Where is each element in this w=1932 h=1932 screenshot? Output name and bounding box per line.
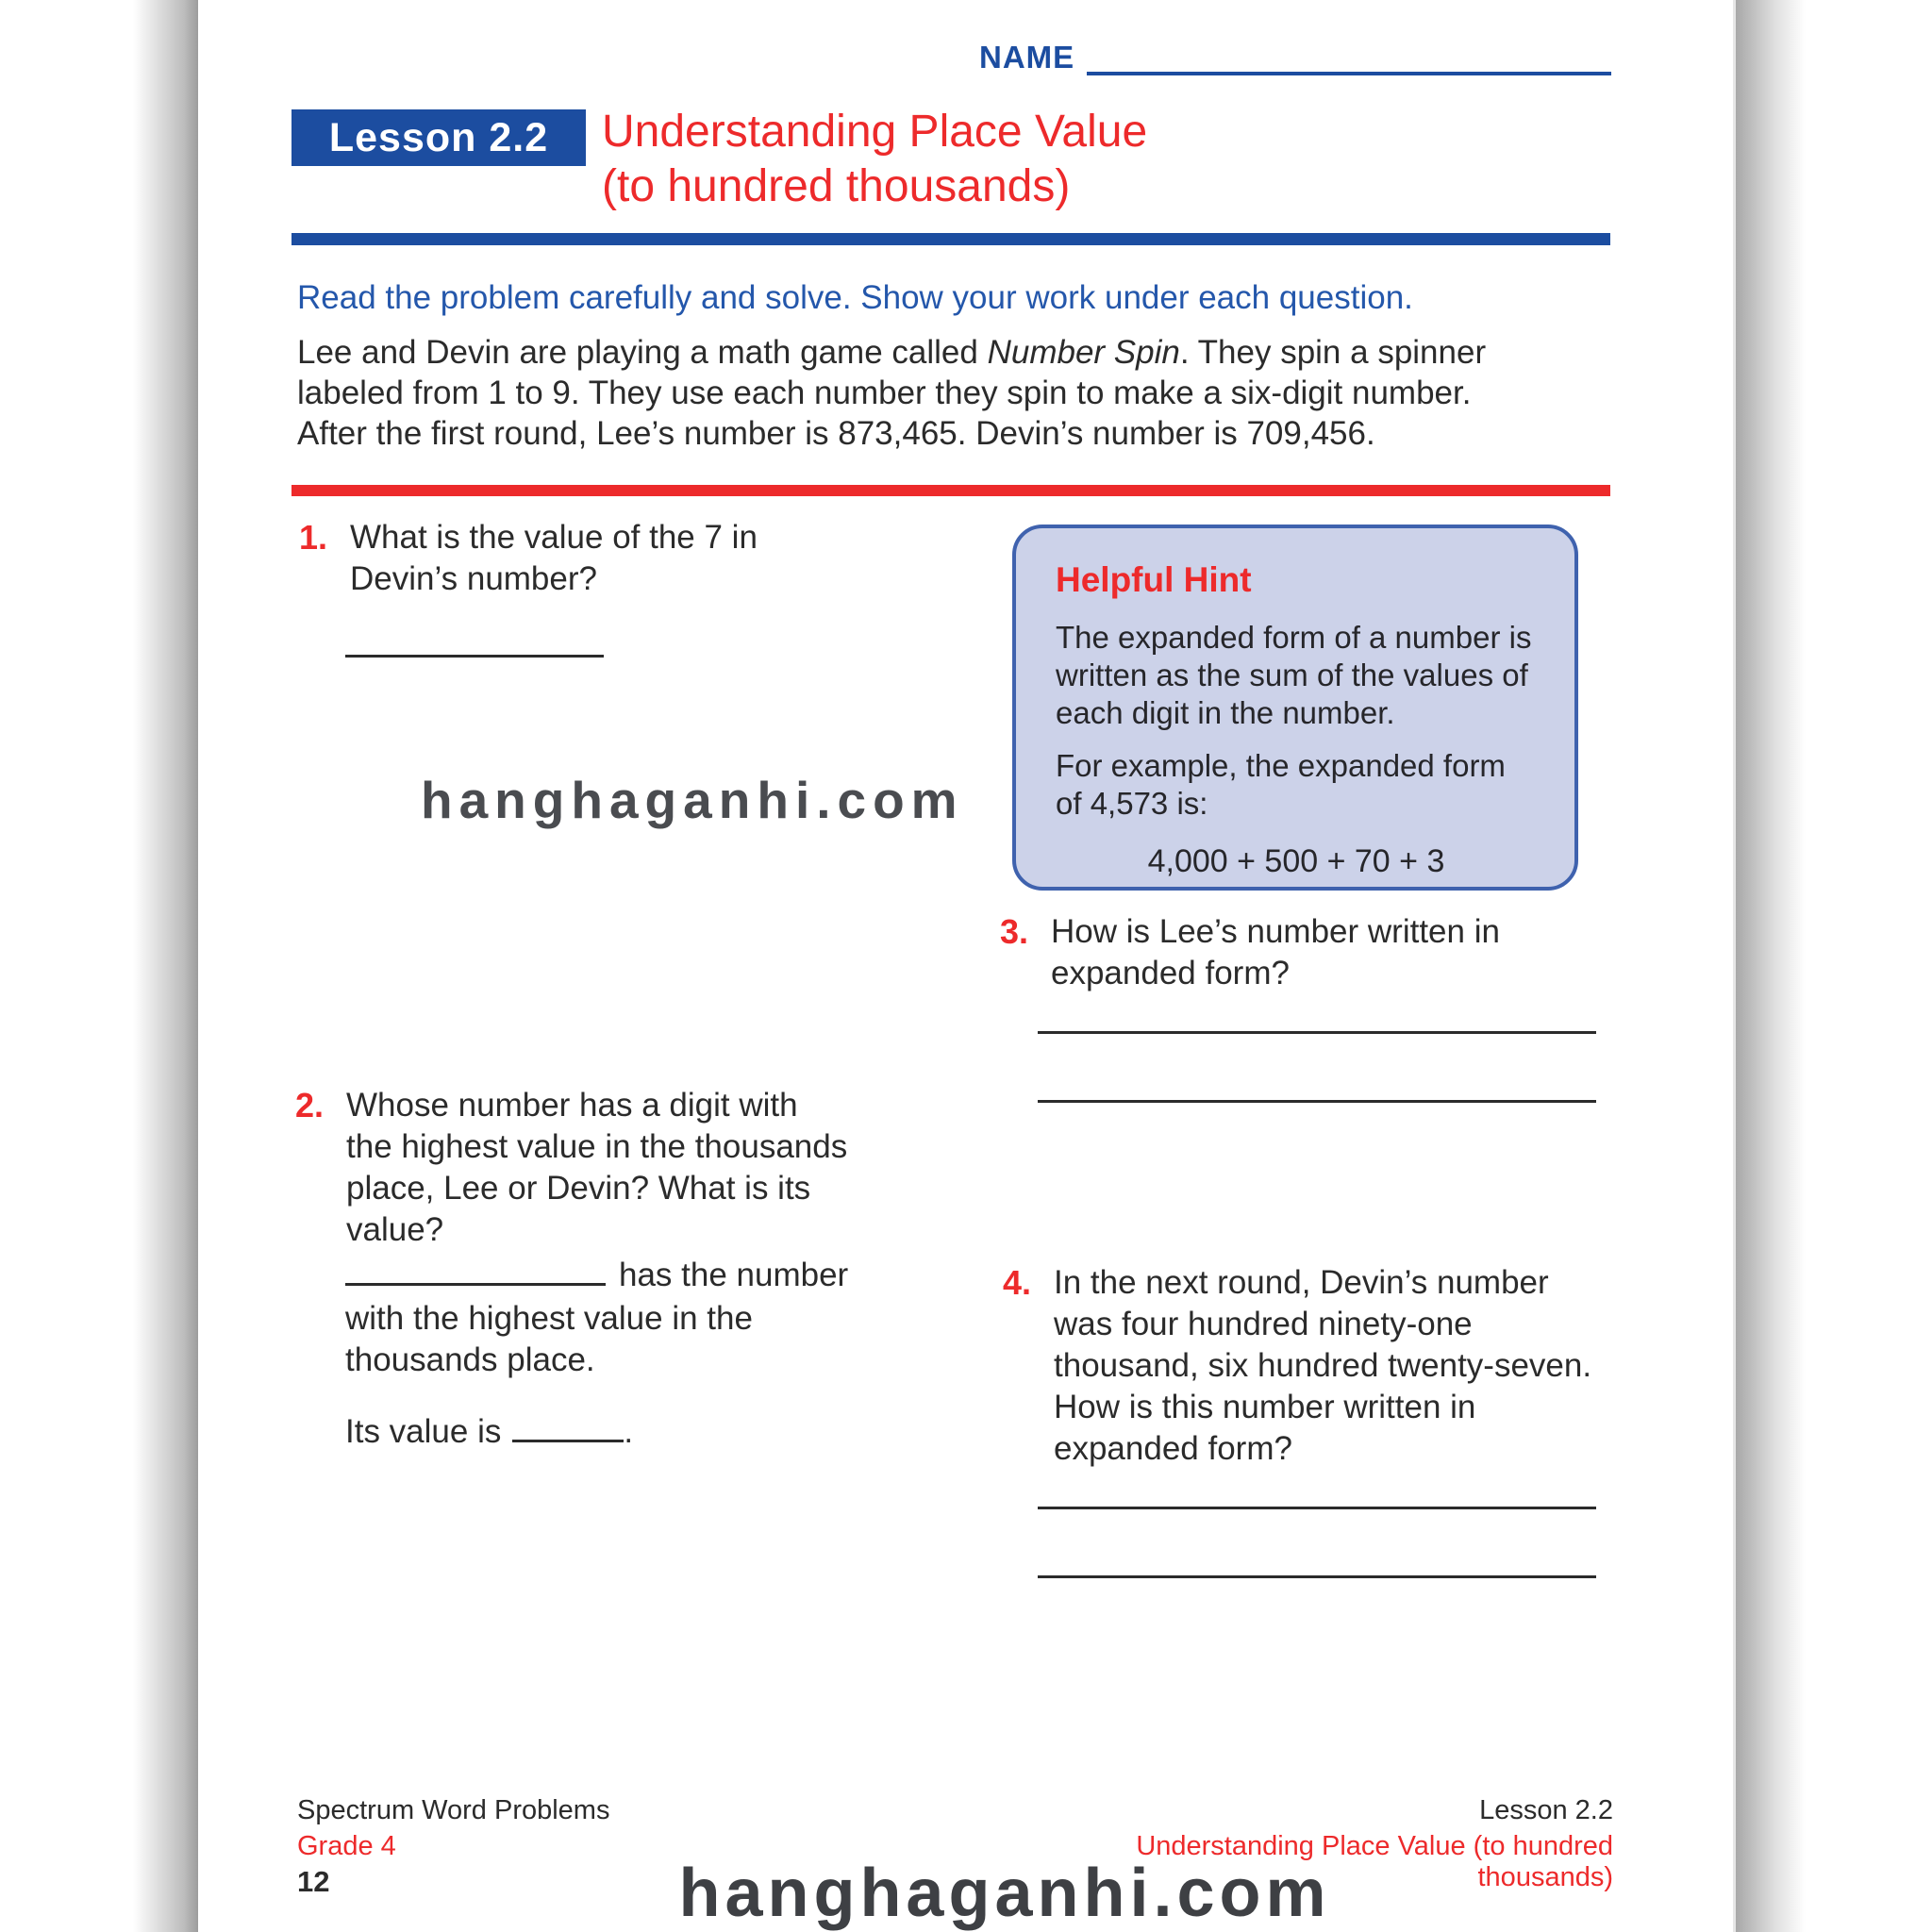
watermark-center: hanghaganhi.com xyxy=(421,771,964,829)
question-2-line1: Whose number has a digit with xyxy=(346,1087,798,1124)
problem-game-name: Number Spin xyxy=(987,334,1180,371)
question-3-answer-line-2 xyxy=(1038,1100,1596,1103)
question-4-line3: thousand, six hundred twenty-seven. xyxy=(1054,1347,1592,1384)
name-write-line xyxy=(1087,72,1611,75)
question-2-line4: value? xyxy=(346,1211,444,1248)
question-2-value-row xyxy=(345,1407,633,1453)
question-1-text xyxy=(350,517,758,600)
question-4-line4: How is this number written in xyxy=(1054,1389,1476,1425)
hint-spacer xyxy=(1056,732,1537,747)
problem-line-3: After the first round, Lee’s number is 873,465. Devin’s number is 709,456. xyxy=(297,415,1375,452)
question-2-number: 2. xyxy=(295,1086,325,1124)
hint-body2-line1: For example, the expanded form xyxy=(1056,748,1506,783)
footer-grade: Grade 4 xyxy=(297,1831,396,1861)
hint-title: Helpful Hint xyxy=(1056,560,1252,599)
question-3-line1: How is Lee’s number written in xyxy=(1051,913,1500,950)
question-2-fill-line2: with the highest value in the xyxy=(345,1300,753,1337)
question-4-line1: In the next round, Devin’s number xyxy=(1054,1264,1549,1301)
problem-line-2: labeled from 1 to 9. They use each number they spin to make a six-digit number. xyxy=(297,375,1472,411)
helpful-hint-box xyxy=(1012,525,1578,891)
problem-line1-pre: Lee and Devin are playing a math game called xyxy=(297,334,988,371)
question-2-value-prefix: Its value is xyxy=(345,1413,502,1450)
question-3-answer-line-1 xyxy=(1038,1031,1596,1034)
question-2-line2: the highest value in the thousands xyxy=(346,1128,848,1165)
hint-body2-line2: of 4,573 is: xyxy=(1056,786,1208,821)
problem-statement xyxy=(297,332,1618,454)
lesson-title-line2: (to hundred thousands) xyxy=(602,161,1071,211)
question-1-line2: Devin’s number? xyxy=(350,560,597,597)
question-3-text xyxy=(1051,911,1500,994)
page-right-shadow xyxy=(1733,0,1806,1932)
question-3-number: 3. xyxy=(1000,912,1029,951)
footer-lesson-title: Understanding Place Value (to hundred thousands) xyxy=(1136,1831,1613,1892)
question-2-line3: place, Lee or Devin? What is its xyxy=(346,1170,811,1207)
header-rule xyxy=(291,233,1610,245)
lesson-title-line1: Understanding Place Value xyxy=(602,107,1148,157)
question-1 xyxy=(299,517,758,600)
footer-page-number: 12 xyxy=(297,1865,330,1898)
question-2-fill-blank xyxy=(345,1251,606,1286)
question-4-answer-line-1 xyxy=(1038,1507,1596,1509)
footer-lesson: Lesson 2.2 xyxy=(1479,1795,1613,1825)
hint-body1-line2: written as the sum of the values of xyxy=(1056,658,1528,692)
hint-formula: 4,000 + 500 + 70 + 3 xyxy=(1147,843,1445,879)
question-4-line5: expanded form? xyxy=(1054,1430,1292,1467)
question-1-line1: What is the value of the 7 in xyxy=(350,519,758,556)
question-4-answer-line-2 xyxy=(1038,1575,1596,1578)
question-1-answer-line xyxy=(345,655,604,658)
page-left-shadow xyxy=(133,0,198,1932)
question-4-line2: was four hundred ninety-one xyxy=(1054,1306,1473,1342)
question-2-value-period: . xyxy=(624,1413,634,1450)
question-2-value-blank xyxy=(512,1407,624,1442)
section-rule xyxy=(291,485,1610,496)
hint-body1-line3: each digit in the number. xyxy=(1056,695,1395,730)
name-label: NAME xyxy=(979,40,1075,75)
instruction-text: Read the problem carefully and solve. Show your work under each question. xyxy=(297,279,1413,316)
watermark-bottom: hanghaganhi.com xyxy=(678,1856,1331,1931)
question-2-text xyxy=(346,1085,847,1251)
question-2-fill-suffix: has the number xyxy=(619,1257,849,1293)
problem-line-1 xyxy=(297,332,1618,373)
hint-body1-line1: The expanded form of a number is xyxy=(1056,620,1532,655)
question-4 xyxy=(1003,1262,1591,1470)
question-3-line2: expanded form? xyxy=(1051,955,1290,991)
question-1-number: 1. xyxy=(299,518,328,557)
question-2-fill-line3: thousands place. xyxy=(345,1341,595,1378)
question-2 xyxy=(295,1085,847,1251)
lesson-badge: Lesson 2.2 xyxy=(291,109,586,166)
question-2-fill-row xyxy=(345,1251,848,1296)
footer-series: Spectrum Word Problems xyxy=(297,1795,610,1825)
question-4-number: 4. xyxy=(1003,1263,1032,1302)
question-4-text xyxy=(1054,1262,1591,1470)
problem-line1-post: . They spin a spinner xyxy=(1179,334,1487,371)
question-3 xyxy=(1000,911,1500,994)
